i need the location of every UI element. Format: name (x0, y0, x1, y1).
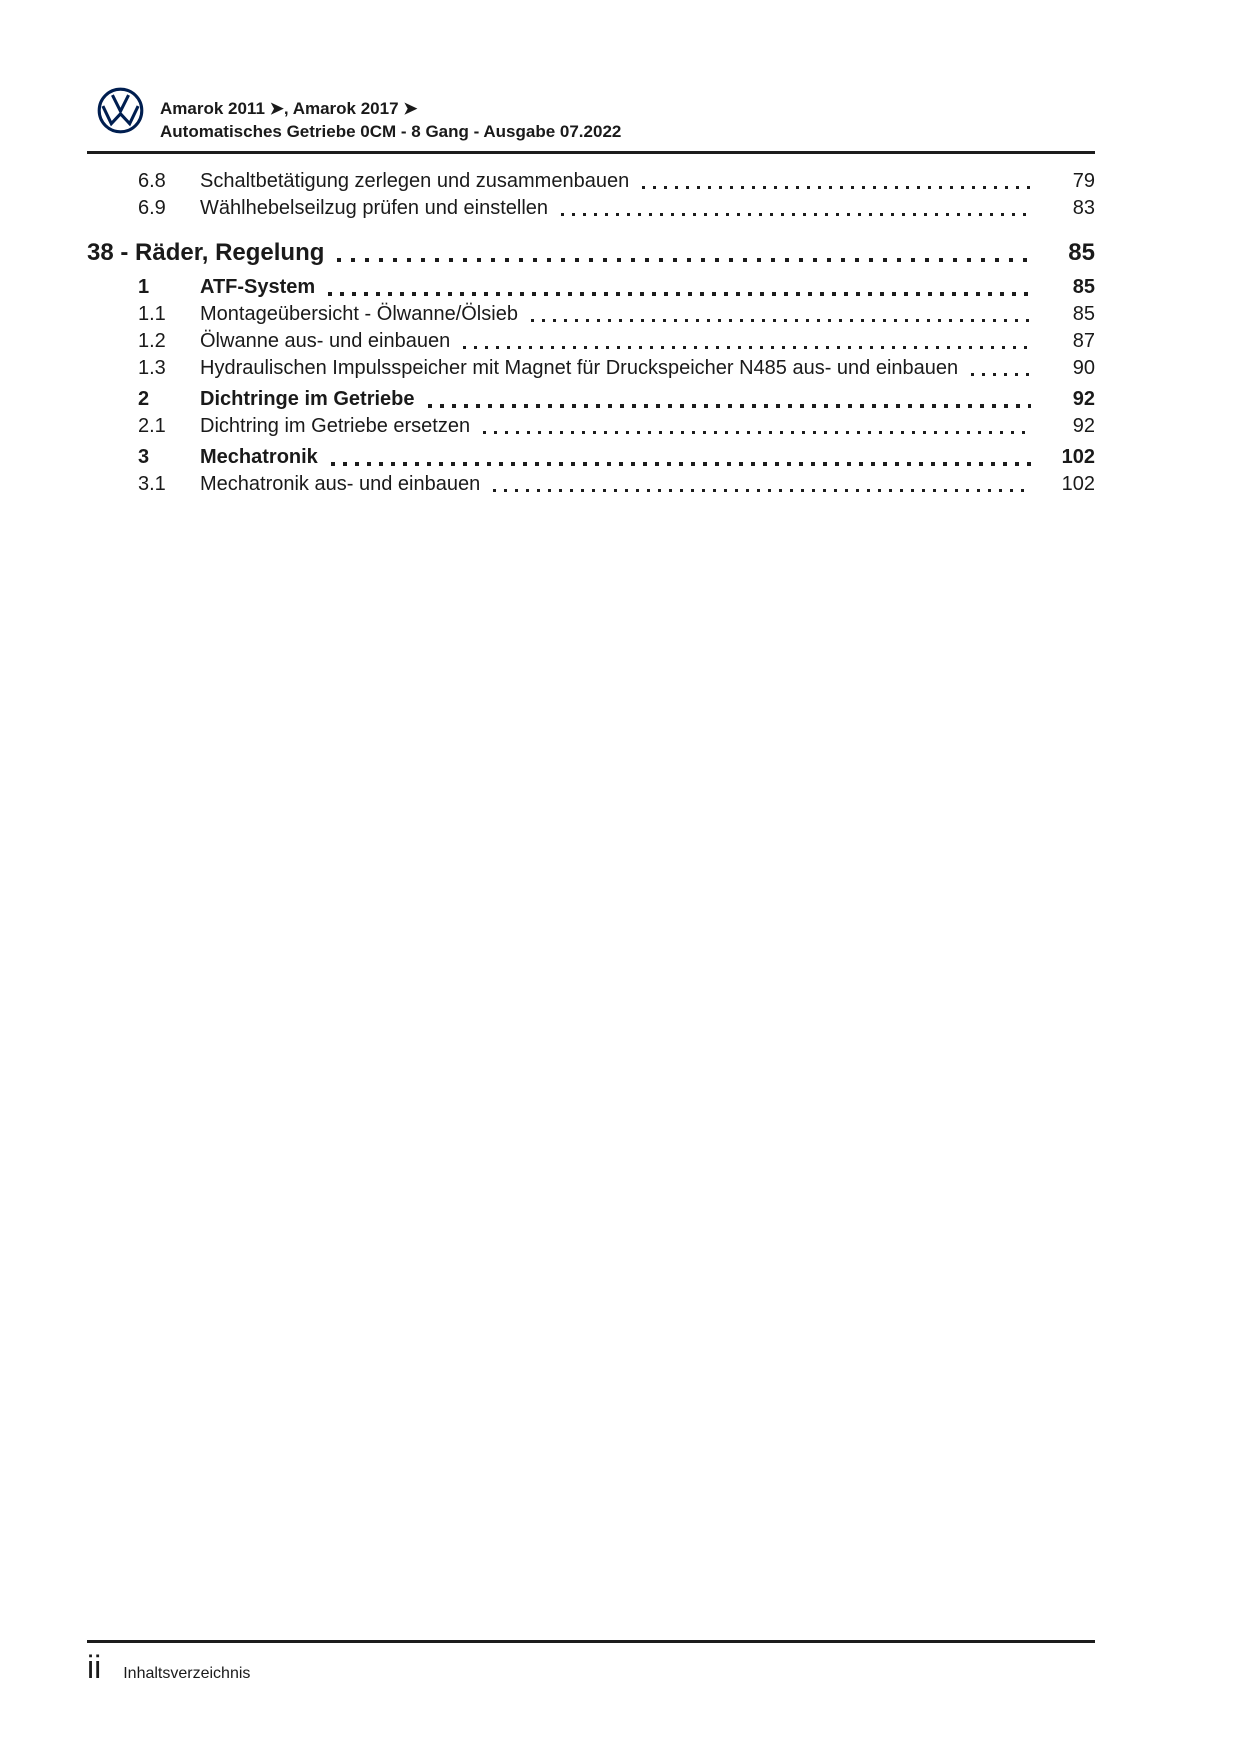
footer-line (87, 1649, 1095, 1685)
header-text-block (160, 97, 621, 143)
dot-leader (328, 292, 1031, 296)
toc-entry-row (87, 386, 1095, 413)
dot-leader (463, 346, 1031, 349)
dot-leader (642, 186, 1031, 189)
toc-chapter-row (87, 236, 1095, 270)
header-model-line: Amarok 2011 ➤, Amarok 2017 ➤ (160, 99, 418, 118)
toc-entry-number: 3.1 (138, 473, 166, 495)
dot-leader (971, 373, 1031, 376)
toc-entry-number: 6.8 (138, 170, 166, 192)
toc-entry-row (87, 328, 1095, 355)
toc-entry-row (87, 168, 1095, 195)
footer-page-number: ii (87, 1649, 102, 1685)
toc-entry-number: 1 (138, 276, 150, 298)
table-of-contents (87, 154, 1095, 498)
dot-leader (428, 404, 1032, 408)
toc-entry-row (87, 444, 1095, 471)
toc-chapter-title: 38 - Räder, Regelung (87, 239, 325, 266)
page-header (87, 0, 1095, 154)
toc-entry-title: Ölwanne aus- und einbauen (200, 330, 451, 352)
toc-entry-page: 85 (1072, 276, 1095, 298)
toc-entry-row (87, 471, 1095, 498)
toc-entry-page: 87 (1072, 330, 1095, 352)
dot-leader (337, 258, 1027, 262)
toc-entry-page: 102 (1061, 473, 1095, 495)
dot-leader (493, 489, 1031, 492)
toc-entry-title: Dichtring im Getriebe ersetzen (200, 415, 471, 437)
header-doc-title: Automatisches Getriebe 0CM - 8 Gang - Ausgabe 07.2022 (160, 122, 622, 141)
toc-entry-title: Mechatronik aus- und einbauen (200, 473, 481, 495)
toc-entry-row (87, 355, 1095, 382)
toc-entry-title: Dichtringe im Getriebe (200, 388, 415, 410)
toc-entry-page: 85 (1072, 303, 1095, 325)
page-footer (87, 1640, 1095, 1685)
toc-entry-page: 92 (1072, 415, 1095, 437)
toc-entry-number: 3 (138, 446, 150, 468)
toc-entry-title: Mechatronik (200, 446, 318, 468)
toc-entry-row (87, 274, 1095, 301)
dot-leader (531, 319, 1031, 322)
dot-leader (331, 462, 1031, 466)
toc-entry-number: 6.9 (138, 197, 166, 219)
toc-entry-page: 79 (1072, 170, 1095, 192)
dot-leader (561, 213, 1031, 216)
toc-entry-number: 1.3 (138, 357, 166, 379)
footer-section-label: Inhaltsverzeichnis (123, 1665, 251, 1682)
toc-entry-number: 1.1 (138, 303, 166, 325)
toc-entry-number: 2 (138, 388, 150, 410)
toc-entry-row (87, 413, 1095, 440)
toc-entry-page: 90 (1072, 357, 1095, 379)
toc-entry-page: 102 (1061, 446, 1095, 468)
toc-entry-page: 83 (1072, 197, 1095, 219)
toc-entry-title: Wählhebelseilzug prüfen und einstellen (200, 197, 549, 219)
toc-entry-title: Schaltbetätigung zerlegen und zusammenbauen (200, 170, 630, 192)
toc-entry-row (87, 301, 1095, 328)
footer-divider (87, 1640, 1095, 1643)
toc-entry-title: Montageübersicht - Ölwanne/Ölsieb (200, 303, 518, 325)
vw-logo-icon (97, 87, 144, 134)
toc-entry-page: 85 (1068, 239, 1095, 266)
dot-leader (483, 431, 1031, 434)
toc-entry-title: ATF-System (200, 276, 316, 298)
toc-entry-page: 92 (1072, 388, 1095, 410)
toc-entry-title: Hydraulischen Impulsspeicher mit Magnet für Druckspeicher N485 aus- und einbauen (200, 357, 959, 379)
toc-entry-number: 2.1 (138, 415, 166, 437)
toc-entry-row (87, 195, 1095, 222)
toc-entry-number: 1.2 (138, 330, 166, 352)
